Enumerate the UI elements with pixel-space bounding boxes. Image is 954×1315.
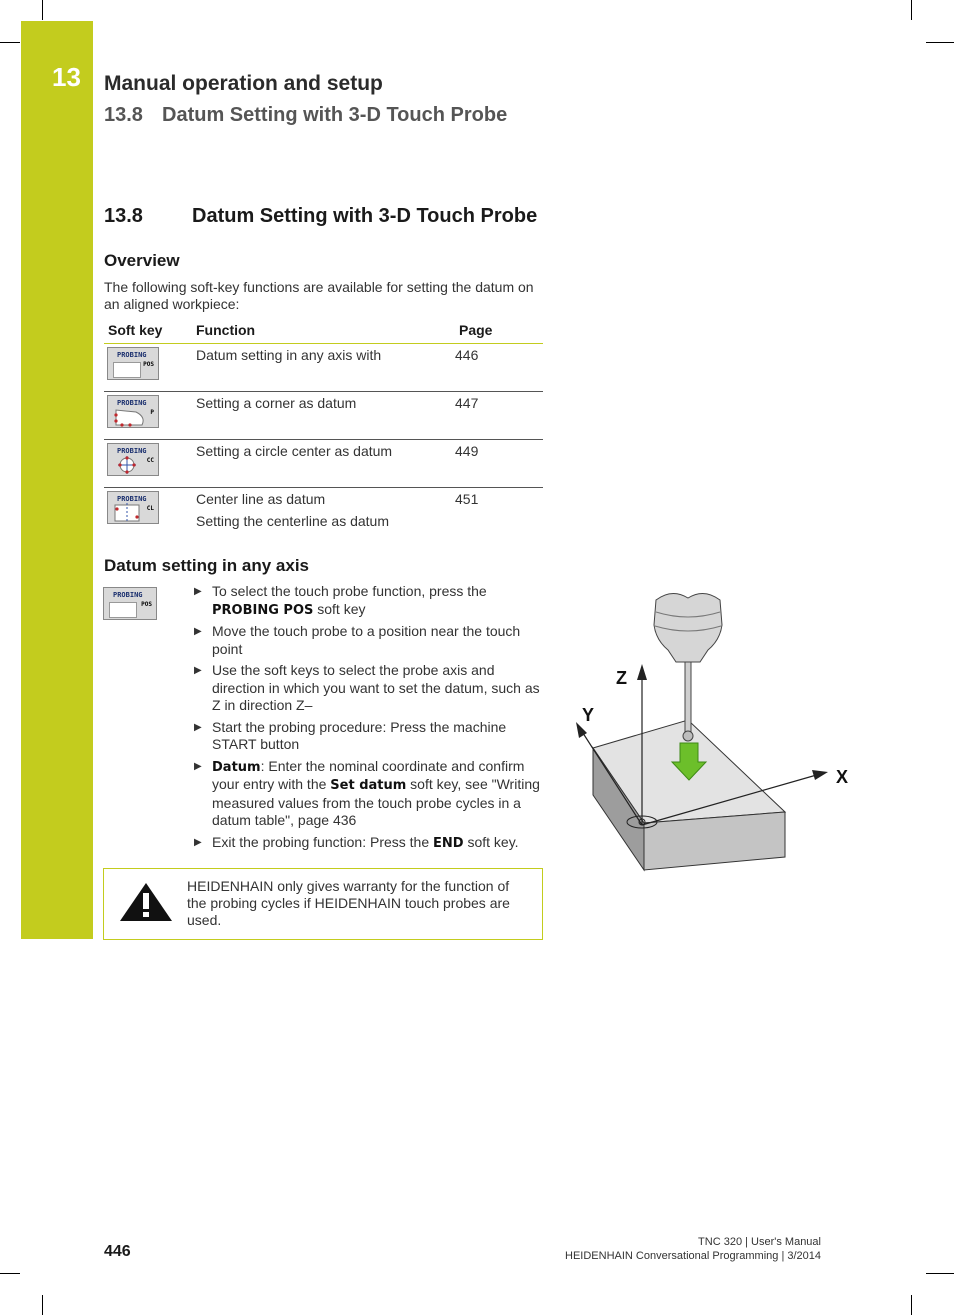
section-heading (104, 205, 537, 228)
touch-probe-illustration (560, 585, 860, 875)
softkey-name: END (433, 835, 464, 851)
running-header-section (104, 104, 507, 127)
probing-p-softkey[interactable] (107, 395, 159, 428)
step-text: : Enter the nominal coordinate and confirm your entry with the (212, 757, 525, 792)
softkey-sub-label: POS (141, 601, 152, 608)
crop-mark (926, 1273, 954, 1274)
col-header-page: Page (455, 316, 543, 344)
table-header-row (104, 316, 543, 344)
page-ref: 449 (455, 443, 479, 459)
section-number: 13.8 (104, 205, 143, 227)
function-text: Center line as datum (196, 491, 326, 507)
softkey-table (104, 316, 543, 535)
running-section-title: Datum Setting with 3-D Touch Probe (162, 104, 508, 126)
page-ref: 446 (455, 347, 479, 363)
centerline-probe-icon (113, 503, 143, 523)
circle-probe-icon (116, 454, 138, 476)
table-row (104, 440, 543, 488)
softkey-label: PROBING (113, 591, 143, 599)
softkey-sub-label: CC (146, 457, 154, 464)
softkey-label: PROBING (117, 447, 147, 455)
crop-mark (926, 42, 954, 43)
softkey-field-icon (109, 602, 137, 618)
crop-mark (911, 1295, 912, 1315)
list-item: ▶ Datum: Enter the nominal coordinate and confirm your entry with the Set datum soft key, see "Writing measured values from the touch probe cycles in a datum table", page 436 (194, 757, 540, 828)
step-text: soft key, see "Writing measured values from the touch probe cycles in a datum table", page 436 (212, 776, 540, 828)
footer-line-2: HEIDENHAIN Conversational Programming | 3/2014 (565, 1250, 821, 1262)
datum-any-axis-heading: Datum setting in any axis (104, 556, 309, 575)
function-text: Datum setting in any axis with (196, 347, 382, 363)
probing-cc-softkey[interactable] (107, 443, 159, 476)
overview-intro: The following soft-key functions are available for setting the datum on an aligned workpiece: (104, 279, 534, 312)
crop-mark (911, 0, 912, 20)
crop-mark (0, 1273, 20, 1274)
step-text: soft key (313, 600, 366, 617)
list-item: ▶ Start the probing procedure: Press the machine START button (194, 718, 507, 752)
axis-label-x: X (836, 767, 849, 787)
table-row (104, 392, 543, 440)
footer-line-1: TNC 320 | User's Manual (698, 1236, 821, 1248)
chapter-number: 13 (52, 62, 81, 92)
step-text: To select the touch probe function, press the (212, 583, 487, 599)
warning-triangle-icon (118, 881, 174, 923)
overview-heading: Overview (104, 251, 180, 270)
warning-box (103, 868, 543, 940)
axis-label-z: Z (616, 668, 627, 688)
function-text: Setting a circle center as datum (196, 443, 393, 459)
function-text: Setting the centerline as datum (196, 513, 390, 529)
table-row (104, 488, 543, 536)
col-header-function: Function (192, 316, 455, 344)
softkey-label: PROBING (117, 399, 147, 407)
page-number: 446 (104, 1243, 131, 1260)
step-text: Exit the probing function: Press the (212, 833, 434, 850)
step-text: soft key. (463, 833, 519, 850)
col-header-softkey: Soft key (104, 316, 192, 344)
step-text: Move the touch probe to a position near the touch point (212, 623, 521, 657)
list-item: ▶ To select the touch probe function, press the PROBING POS soft key (194, 583, 487, 618)
softkey-field-icon (113, 362, 141, 378)
crop-mark (0, 42, 20, 43)
section-title: Datum Setting with 3-D Touch Probe (192, 205, 538, 227)
page-ref: 447 (455, 395, 479, 411)
probing-pos-softkey[interactable] (107, 347, 159, 380)
table-row (104, 344, 543, 392)
page-ref: 451 (455, 491, 479, 507)
softkey-label: PROBING (117, 351, 147, 359)
footer-info (565, 1235, 821, 1263)
running-section-number: 13.8 (104, 104, 143, 126)
corner-probe-icon (112, 407, 152, 427)
running-header-title: Manual operation and setup (104, 72, 383, 95)
softkey-label: PROBING (117, 495, 147, 503)
softkey-name: PROBING POS (212, 602, 314, 618)
procedure-steps (192, 583, 544, 856)
chapter-sidebar (21, 21, 93, 939)
list-item: ▶ Move the touch probe to a position near the touch point (194, 623, 521, 657)
step-text: Start the probing procedure: Press the machine START button (212, 718, 507, 752)
softkey-name: Set datum (330, 778, 407, 793)
function-text: Setting a corner as datum (196, 395, 357, 411)
softkey-name: Datum (212, 759, 261, 775)
crop-mark (42, 1295, 43, 1315)
crop-mark (42, 0, 43, 20)
softkey-sub-label: POS (143, 361, 154, 368)
axis-label-y: Y (582, 705, 595, 725)
softkey-sub-label: P (150, 409, 154, 416)
step-text: Use the soft keys to select the probe axis and direction in which you want to set the datum, such as Z in direction Z– (212, 662, 540, 713)
probing-pos-softkey-2[interactable] (103, 587, 157, 620)
softkey-sub-label: CL (146, 505, 154, 512)
warning-text: HEIDENHAIN only gives warranty for the function of the probing cycles if HEIDENHAIN touch probes are used. (187, 878, 510, 928)
list-item: ▶ Exit the probing function: Press the END soft key. (194, 833, 519, 851)
probing-cl-softkey[interactable] (107, 491, 159, 524)
list-item: ▶ Use the soft keys to select the probe axis and direction in which you want to set the datum, such as Z in direction Z– (194, 662, 540, 713)
